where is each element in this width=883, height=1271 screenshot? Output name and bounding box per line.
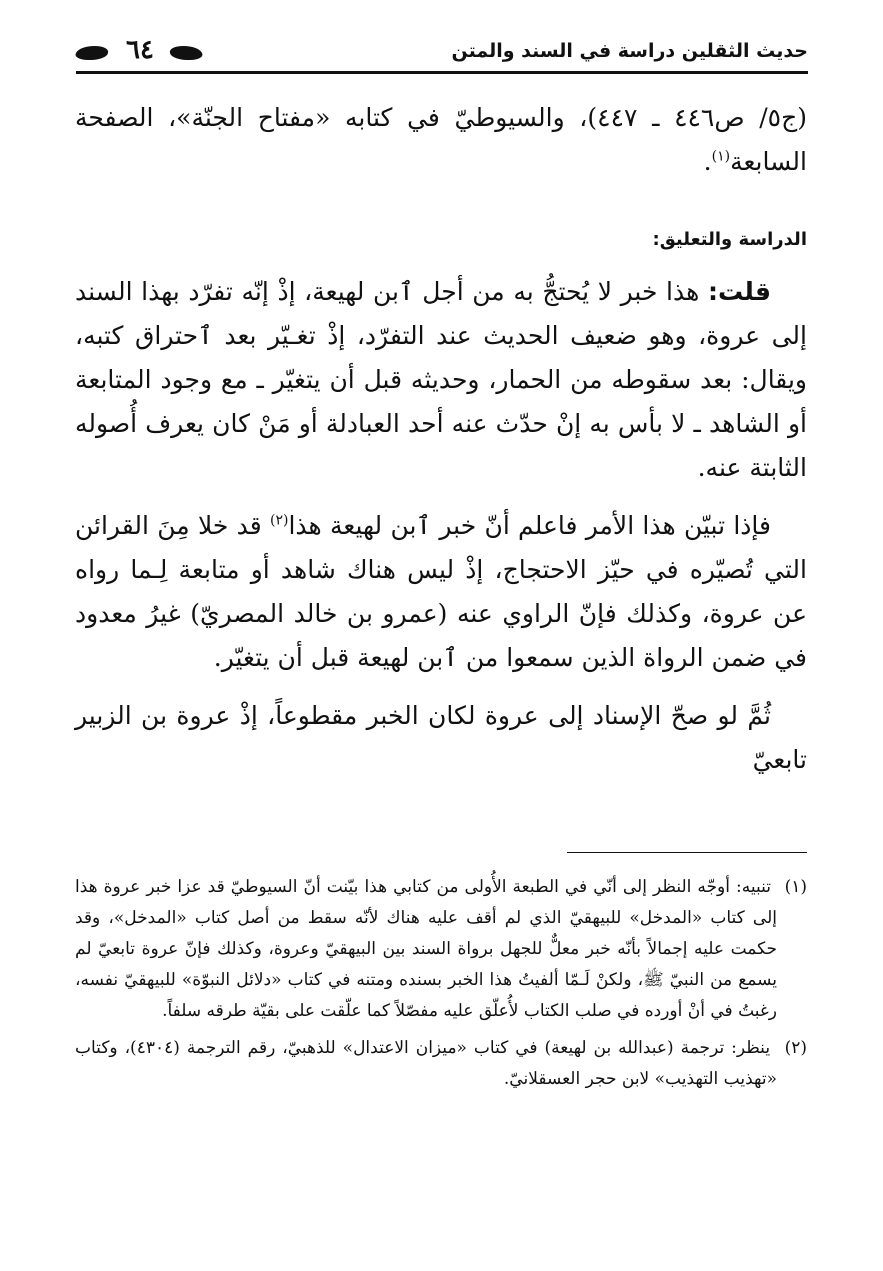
- footnote-2: (٢) ينظر: ترجمة (عبدالله بن لهيعة) في كتاب «ميزان الاعتدال» للذهبيّ، رقم الترجمة (٤٣٠٤)، وكتاب «تهذيب التهذيب» لابن حجر العسقلانيّ.: [75, 1033, 807, 1095]
- running-title: حديث الثقلين دراسة في السند والمتن: [451, 40, 808, 62]
- ornament-left-flourish: [73, 46, 110, 60]
- paragraph-3: ثُمَّ لو صحّ الإسناد إلى عروة لكان الخبر مقطوعاً، إذْ عروة بن الزبير تابعيّ: [75, 701, 807, 774]
- page-number-ornament: [76, 34, 206, 70]
- header-rule: [76, 71, 808, 74]
- footnotes: [75, 872, 807, 1101]
- footnote-number: (١): [784, 877, 807, 897]
- paragraph-lead-word: قلت:: [707, 277, 771, 306]
- paragraph-2: فإذا تبيّن هذا الأمر فاعلم أنّ خبر ٱبن لهيعة هذا$^{(٢)}$ قد خلا مِنَ القرائن التي تُصيّره في حيّز الاحتجاج، إذْ ليس هناك شاهد أو متابعة لِـما رواه عن عروة، وكذلك فإنّ الراوي عنه (عمرو بن خالد المصريّ) غيرُ معدود في ضمن الرواة الذين سمعوا من ٱبن لهيعة قبل أن يتغيّر.: [75, 511, 807, 672]
- footnote-number: (٢): [784, 1038, 808, 1058]
- continuation-paragraph: (ج٥/ ص٤٤٦ ـ ٤٤٧)، والسيوطيّ في كتابه «مفتاح الجنّة»، الصفحة السابعة$^{(١)}$.: [75, 103, 807, 176]
- page-header: [76, 34, 808, 74]
- section-heading: الدراسة والتعليق:: [652, 229, 807, 250]
- footnote-1: (١) تنبيه: أوجّه النظر إلى أنّي في الطبعة الأُولى من كتابي هذا بيّنت أنّ السيوطيّ قد عزا خبر عروة هذا إلى كتاب «المدخل» للبيهقيّ الذي لم أقف عليه هناك لأنّه سقط من أصل كتاب «المدخل»، وقد حكمت عليه إجمالاً بأنّه خبر معلٌّ للجهل برواة السند بين البيهقيّ وعروة، وكذلك فإنّ عروة تابعيّ لم يسمع من النبيّ ﷺ، ولكنْ لَـمّا ألفيتُ هذا الخبر بسنده ومتنه في كتاب «دلائل النبوّة» للبيهقيّ نفسه، رغبتُ في أنْ أورده في صلب الكتاب لأُعلّق عليه مفصّلاً كما علّقت على بقيّة طرقه سلفاً.: [75, 872, 807, 1027]
- ornament-right-flourish: [167, 46, 204, 60]
- footnote-ref-1[interactable]: (١): [711, 148, 731, 165]
- page-number: ٦٤: [126, 35, 154, 65]
- footnote-separator: [567, 852, 807, 853]
- footnote-ref-2[interactable]: (٢): [269, 512, 289, 529]
- main-text: [75, 96, 807, 796]
- paragraph-1: قلت: هذا خبر لا يُحتجُّ به من أجل ٱبن لهيعة، إذْ إنّه تفرّد بهذا السند إلى عروة، وهو ضعيف الحديث عند التفرّد، إذْ تغـيّر بعد ٱحتراق كتبه، ويقال: بعد سقوطه من الحمار، وحديثه قبل أن يتغيّر ـ مع وجود المتابعة أو الشاهد ـ لا بأس به إنْ حدّث عنه أحد العبادلة أو مَنْ كان يعرف أُصوله الثابتة عنه.: [75, 277, 807, 482]
